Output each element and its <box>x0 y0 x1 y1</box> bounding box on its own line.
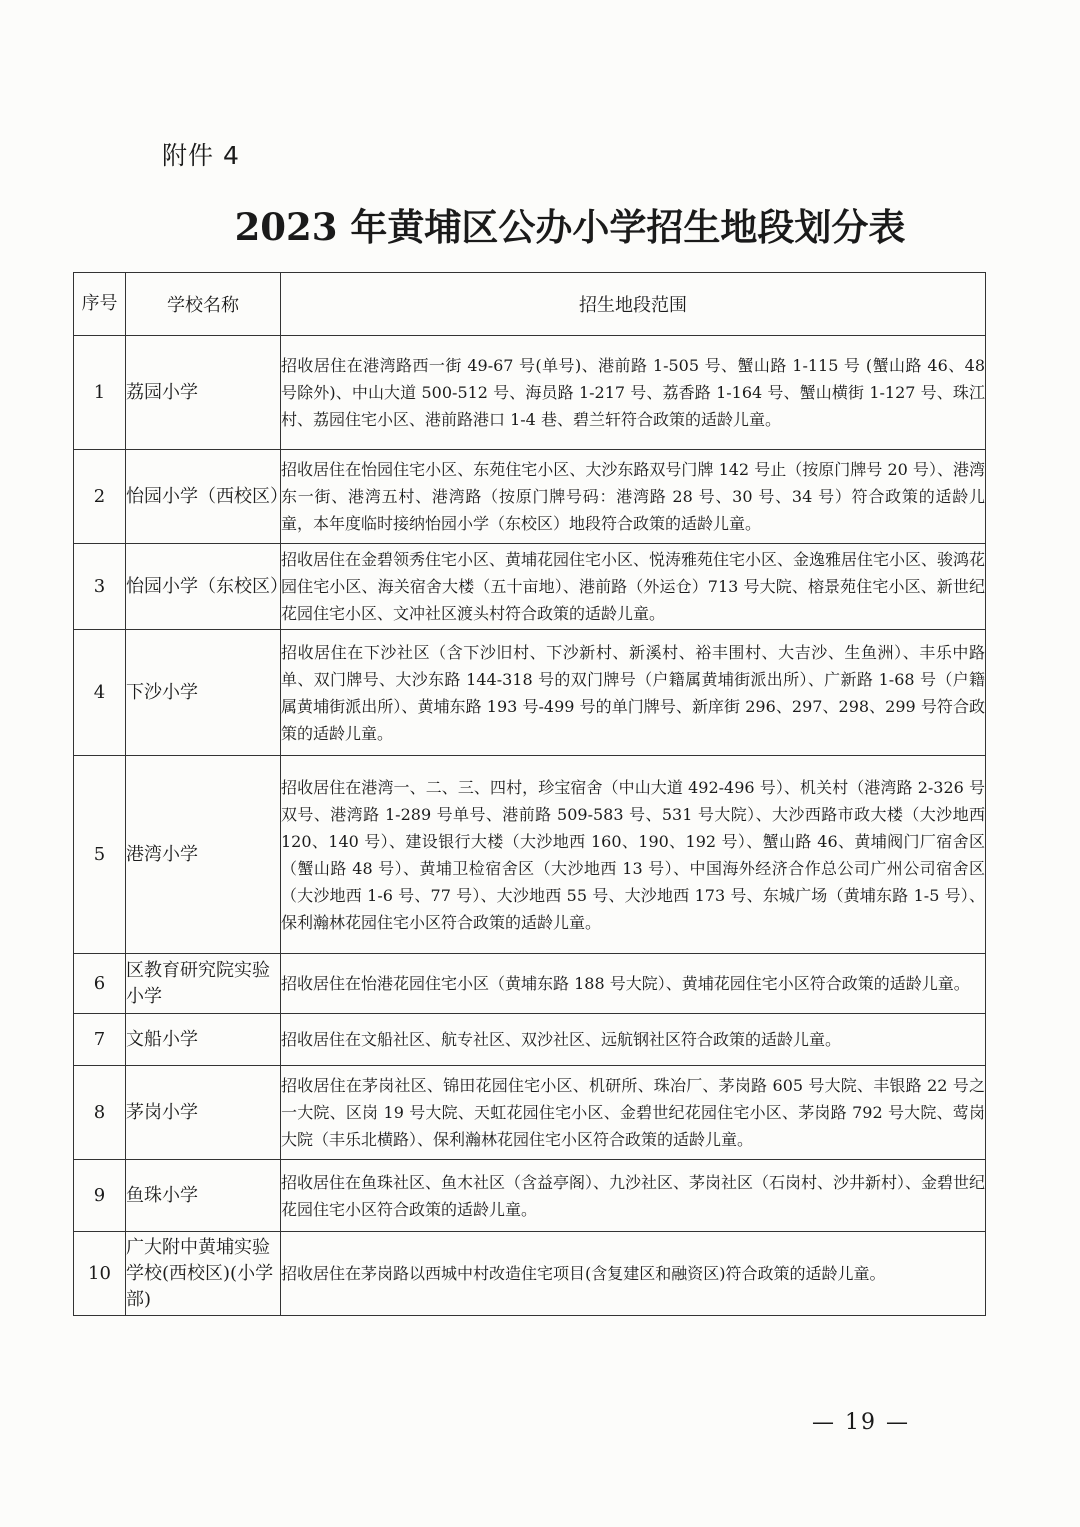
school-name: 怡园小学（西校区） <box>126 450 281 544</box>
table-row <box>74 1066 986 1160</box>
district-range: 招收居住在下沙社区（含下沙旧村、下沙新村、新溪村、裕丰围村、大吉沙、生鱼洲）、丰乐中路单、双门牌号、大沙东路 144-318 号的双门牌号（户籍属黄埔街派出所）、广新路 1-68 号（户籍属黄埔街派出所）、黄埔东路 193 号-499 号的单门牌号、新庠街 296、297、298、299 号符合政策的适龄儿童。 <box>281 630 986 756</box>
attachment-label: 附件 4 <box>162 141 240 170</box>
page-title: 2023 年黄埔区公办小学招生地段划分表 <box>234 205 906 249</box>
row-number: 9 <box>74 1160 126 1232</box>
row-number: 2 <box>74 450 126 544</box>
row-number: 6 <box>74 954 126 1014</box>
table-row <box>74 756 986 954</box>
school-name: 区教育研究院实验小学 <box>126 954 281 1014</box>
enrollment-district-table <box>73 272 986 1316</box>
header-school-name: 学校名称 <box>126 273 281 336</box>
table-row <box>74 630 986 756</box>
district-range: 招收居住在港湾路西一街 49-67 号(单号)、港前路 1-505 号、蟹山路 1-115 号 (蟹山路 46、48 号除外)、中山大道 500-512 号、海员路 1-217 号、荔香路 1-164 号、蟹山横街 1-127 号、珠江村、荔园住宅小区、港前路港口 1-4 巷、碧兰轩符合政策的适龄儿童。 <box>281 336 986 450</box>
school-name: 怡园小学（东校区） <box>126 544 281 630</box>
table-header-row <box>74 273 986 336</box>
table-row <box>74 336 986 450</box>
header-serial-number: 序号 <box>74 273 126 336</box>
table-row <box>74 1014 986 1066</box>
school-name: 荔园小学 <box>126 336 281 450</box>
district-range: 招收居住在金碧领秀住宅小区、黄埔花园住宅小区、悦涛雅苑住宅小区、金逸雅居住宅小区、骏鸿花园住宅小区、海关宿舍大楼（五十亩地）、港前路（外运仓）713 号大院、榕景苑住宅小区、新世纪花园住宅小区、文冲社区渡头村符合政策的适龄儿童。 <box>281 544 986 630</box>
district-range: 招收居住在怡园住宅小区、东苑住宅小区、大沙东路双号门牌 142 号止（按原门牌号 20 号）、港湾东一街、港湾五村、港湾路（按原门牌号码：港湾路 28 号、30 号、34 号）符合政策的适龄儿童，本年度临时接纳怡园小学（东校区）地段符合政策的适龄儿童。 <box>281 450 986 544</box>
table-row <box>74 450 986 544</box>
row-number: 8 <box>74 1066 126 1160</box>
table-row <box>74 954 986 1014</box>
row-number: 3 <box>74 544 126 630</box>
table-row <box>74 1232 986 1316</box>
row-number: 7 <box>74 1014 126 1066</box>
row-number: 4 <box>74 630 126 756</box>
district-range: 招收居住在怡港花园住宅小区（黄埔东路 188 号大院）、黄埔花园住宅小区符合政策的适龄儿童。 <box>281 954 986 1014</box>
school-name: 茅岗小学 <box>126 1066 281 1160</box>
school-name: 文船小学 <box>126 1014 281 1066</box>
district-range: 招收居住在鱼珠社区、鱼木社区（含益亭阁）、九沙社区、茅岗社区（石岗村、沙井新村）、金碧世纪花园住宅小区符合政策的适龄儿童。 <box>281 1160 986 1232</box>
table-row <box>74 1160 986 1232</box>
table-row <box>74 544 986 630</box>
page-number: — 19 — <box>812 1410 910 1435</box>
row-number: 10 <box>74 1232 126 1316</box>
row-number: 1 <box>74 336 126 450</box>
row-number: 5 <box>74 756 126 954</box>
district-range: 招收居住在港湾一、二、三、四村，珍宝宿舍（中山大道 492-496 号）、机关村（港湾路 2-326 号双号、港湾路 1-289 号单号、港前路 509-583 号、531 号大院）、大沙西路市政大楼（大沙地西 120、140 号）、建设银行大楼（大沙地西 160、190、192 号）、蟹山路 46、黄埔阀门厂宿舍区（蟹山路 48 号）、黄埔卫检宿舍区（大沙地西 13 号）、中国海外经济合作总公司广州公司宿舍区（大沙地西 1-6 号、77 号）、大沙地西 55 号、大沙地西 173 号、东城广场（黄埔东路 1-5 号）、保利瀚林花园住宅小区符合政策的适龄儿童。 <box>281 756 986 954</box>
district-range: 招收居住在茅岗社区、锦田花园住宅小区、机研所、珠冶厂、茅岗路 605 号大院、丰银路 22 号之一大院、区岗 19 号大院、天虹花园住宅小区、金碧世纪花园住宅小区、茅岗路 792 号大院、莺岗大院（丰乐北横路）、保利瀚林花园住宅小区符合政策的适龄儿童。 <box>281 1066 986 1160</box>
district-range: 招收居住在文船社区、航专社区、双沙社区、远航钢社区符合政策的适龄儿童。 <box>281 1014 986 1066</box>
school-name: 港湾小学 <box>126 756 281 954</box>
district-range: 招收居住在茅岗路以西城中村改造住宅项目(含复建区和融资区)符合政策的适龄儿童。 <box>281 1232 986 1316</box>
school-name: 下沙小学 <box>126 630 281 756</box>
school-name: 广大附中黄埔实验学校(西校区)(小学部) <box>126 1232 281 1316</box>
header-district-range: 招生地段范围 <box>281 273 986 336</box>
school-name: 鱼珠小学 <box>126 1160 281 1232</box>
